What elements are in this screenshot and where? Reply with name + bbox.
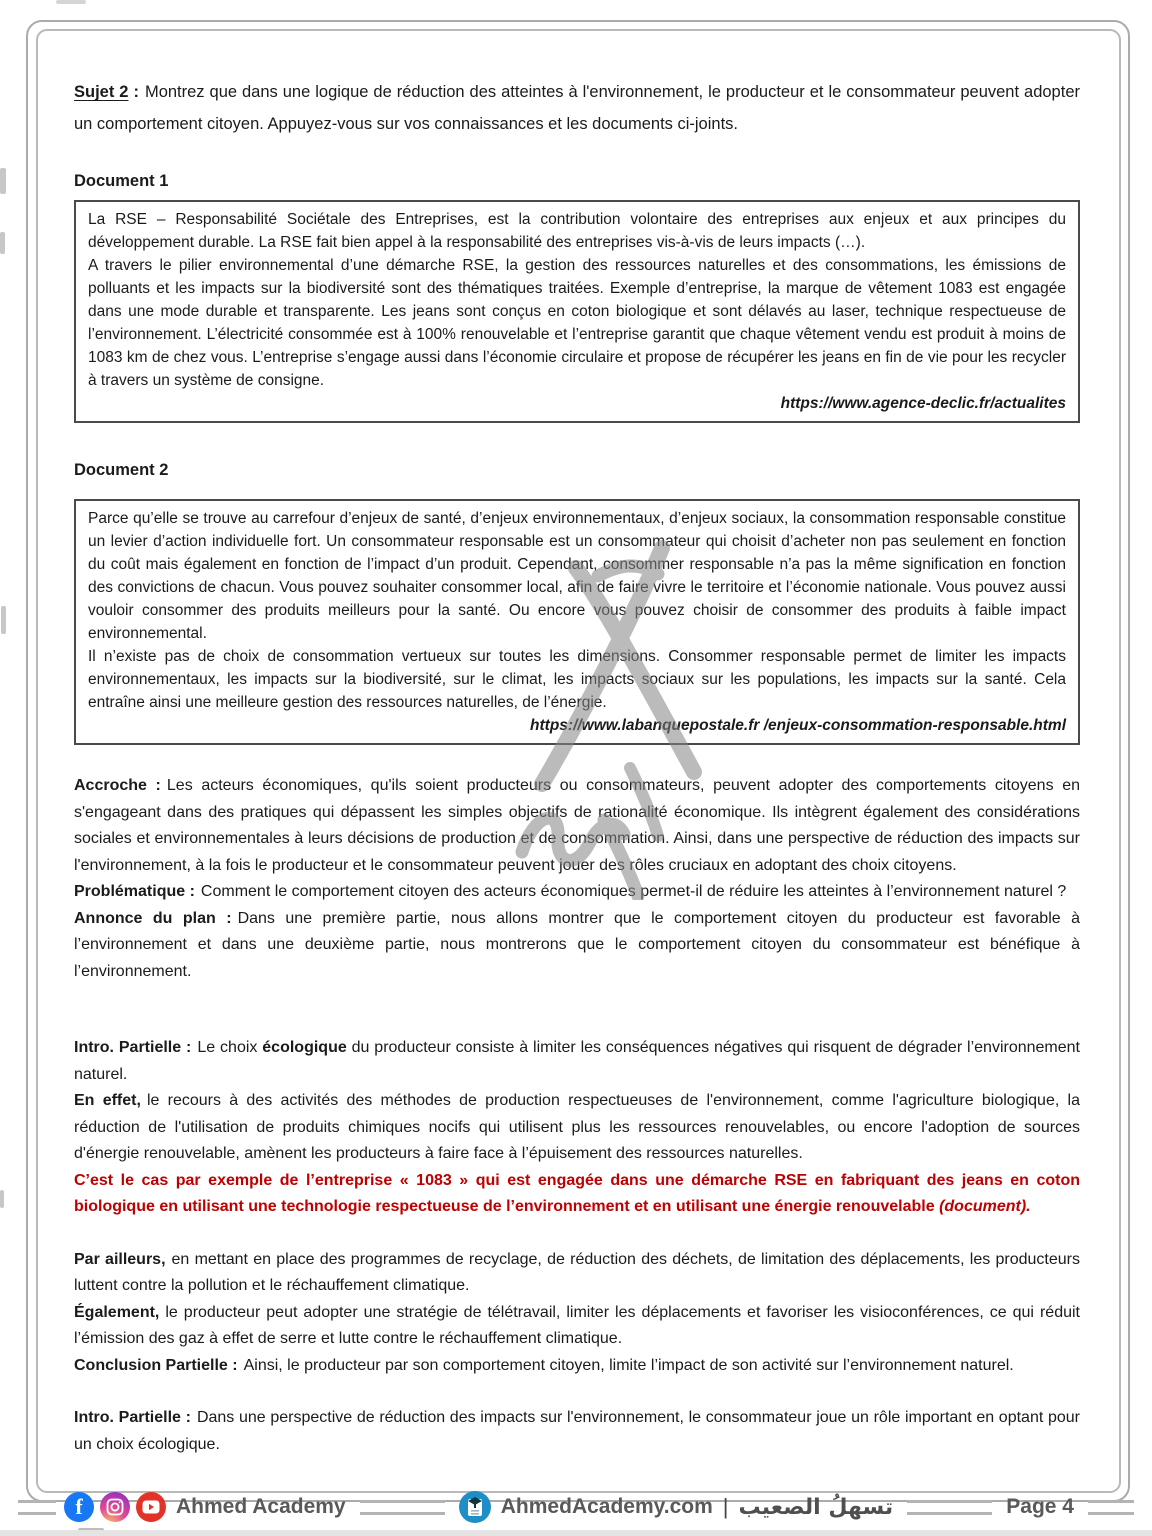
document-2-paragraph-2: Il n’existe pas de choix de consommation vertueux sur toutes les dimensions. Consommer responsable permet de limiter les impacts environnementaux, les impacts sur la biodiversité, sur le climat, les impacts sociaux sur les populations, les impacts sur la santé. Cela entraîne ainsi une meilleure gestion des ressources naturelles, de l’énergie. <box>88 648 1066 711</box>
en-effet-label: En effet, <box>74 1092 141 1109</box>
intro-partielle-1-post: du producteur consiste à limiter les conséquences négatives qui risquent de dégrader l’environnement naturel. <box>74 1039 1080 1083</box>
egalement-paragraph <box>74 1300 1080 1353</box>
document-1-paragraph-1: La RSE – Responsabilité Sociétale des Entreprises, est la contribution volontaire des entreprises aux enjeux et aux principes du développement durable. La RSE fait bien appel à la responsabilité des entreprises vis-à-vis de leurs impacts (…). <box>88 211 1066 251</box>
page-footer <box>18 1484 1134 1530</box>
accroche-text: Les acteurs économiques, qu'ils soient producteurs ou consommateurs, peuvent adopter des comportements citoyens en s'engageant dans des pratiques qui dépassent les simples objectifs de rationalité économique. Ils intègrent également des considérations sociales et environnementales à leurs décisions de production et de consommation. Ainsi, dans une perspective de réduction des impacts sur l'environnement, à la fois le producteur et le consommateur peuvent jouer des rôles cruciaux en adoptant des choix citoyens. <box>74 777 1080 874</box>
subject-text: Montrez que dans une logique de réduction des atteintes à l'environnement, le producteur et le consommateur peuvent adopter un comportement citoyen. Appuyez-vous sur vos connaissances et les documents ci-joints. <box>74 83 1080 133</box>
intro-partielle-1-paragraph <box>74 1035 1080 1088</box>
par-ailleurs-label: Par ailleurs, <box>74 1250 166 1268</box>
annonce-plan-text: Dans une première partie, nous allons montrer que le comportement citoyen du producteur est favorable à l’environnement et dans une deuxième partie, nous montrerons que le comportement citoyen du consommateur est bénéfique à l’environnement. <box>74 909 1081 980</box>
conclusion-partielle-label: Conclusion Partielle : <box>74 1356 238 1374</box>
separator-bar: | <box>722 1494 729 1519</box>
problematique-paragraph <box>74 879 1080 906</box>
youtube-icon[interactable] <box>136 1492 166 1522</box>
subject-paragraph <box>74 76 1080 140</box>
problematique-text: Comment le comportement citoyen des acteurs économiques permet-il de réduire les atteintes à l’environnement naturel ? <box>200 883 1067 900</box>
accroche-paragraph <box>74 773 1080 879</box>
intro-partielle-1-pre: Le choix <box>197 1039 263 1056</box>
par-ailleurs-text: en mettant en place des programmes de recyclage, de réduction des déchets, de limitation des déplacements, les producteurs luttent contre la pollution et le réchauffement climatique. <box>74 1250 1080 1294</box>
academy-logo-icon <box>459 1491 491 1523</box>
conclusion-partielle-text: Ainsi, le producteur par son comportement citoyen, limite l’impact de son activité sur l’environnement naturel. <box>243 1356 1014 1374</box>
document-1-paragraph-2: A travers le pilier environnemental d’une démarche RSE, la gestion des ressources naturelles et des consommations, les émissions de polluants et les impacts sur la biodiversité sont des thématiques traitées. Exemple d’entreprise, la marque de vêtement 1083 est engagée dans une mode durable et transparente. Les jeans sont conçus en coton biologique et sont délavés au laser, technique respectueuse de l’environnement. L’électricité consommée est à 100% renouvelable et l’entreprise garantit que chaque vêtement vendu est produit à moins de 1083 km de chez vous. L’entreprise s’engage aussi dans l’économie circulaire et propose de récupérer les jeans en fin de vie pour les recycler à travers un système de consigne. <box>88 257 1066 389</box>
egalement-label: Également, <box>74 1303 160 1321</box>
en-effet-paragraph <box>74 1088 1080 1168</box>
social-icons <box>64 1492 166 1522</box>
document-1-heading: Document 1 <box>74 172 169 190</box>
page-content <box>74 76 1080 1458</box>
problematique-label: Problématique : <box>74 883 195 900</box>
document-2-heading: Document 2 <box>74 461 169 479</box>
scan-artifact <box>0 168 6 194</box>
subject-label-text: Sujet 2 <box>74 83 129 101</box>
egalement-text: le producteur peut adopter une stratégie de télétravail, limiter les déplacements et favoriser les visioconférences, ce qui réduit l’émission des gaz à effet de serre et lutte contre le réchauffement climatique. <box>74 1303 1080 1347</box>
brand-name: Ahmed Academy <box>176 1495 346 1518</box>
document-2-box <box>74 499 1080 745</box>
exemple-rouge-paragraph <box>74 1168 1080 1221</box>
intro-partielle-1-bold-word: écologique <box>262 1039 347 1056</box>
accroche-label: Accroche : <box>74 777 161 794</box>
scan-shadow <box>0 1530 1152 1536</box>
site-url[interactable]: AhmedAcademy.com <box>500 1495 713 1518</box>
divider-line <box>18 1500 56 1515</box>
divider-line <box>360 1500 445 1515</box>
subject-label <box>74 83 139 101</box>
instagram-icon[interactable] <box>100 1492 130 1522</box>
subject-colon: : <box>128 83 139 101</box>
slogan-arabic: تسهلُ الصعيب <box>738 1494 894 1520</box>
annonce-plan-label: Annonce du plan : <box>74 909 232 927</box>
exemple-rouge-text: C’est le cas par exemple de l’entreprise « 1083 » qui est engagée dans une démarche RSE en fabriquant des jeans en coton biologique en utilisant une technologie respectueuse de l’environnement et en utilisant une énergie renouvelable <box>74 1171 1080 1215</box>
scan-artifact <box>0 1190 4 1208</box>
scan-artifact <box>0 232 5 254</box>
divider-line <box>1088 1500 1134 1515</box>
answer-section <box>74 773 1080 1458</box>
document-2-source <box>88 714 1066 737</box>
site-group <box>501 1494 893 1520</box>
scan-artifact <box>56 0 86 4</box>
facebook-icon[interactable]: f <box>64 1492 94 1522</box>
intro-partielle-2-label: Intro. Partielle : <box>74 1409 191 1426</box>
document-1-source-link[interactable]: https://www.agence-declic.fr/actualites <box>780 395 1066 412</box>
divider-line <box>907 1500 992 1515</box>
scan-artifact <box>1 606 6 634</box>
intro-partielle-2-text: Dans une perspective de réduction des impacts sur l'environnement, le consommateur joue un rôle important en optant pour un choix écologique. <box>74 1409 1080 1453</box>
document-2-paragraph-1: Parce qu’elle se trouve au carrefour d’enjeux de santé, d’enjeux environnementaux, d’enjeux sociaux, la consommation responsable constitue un levier d’action individuelle fort. Un consommateur responsable est un consommateur qui choisit d’acheter non pas seulement en fonction du coût mais également en fonction de l’impact d’un produit. Cependant, consommer responsable n’a pas la même signification en fonction des convictions de chacun. Vous pouvez souhaiter consommer local, afin de faire vivre le territoire et l’économie nationale. Vous pouvez aussi vouloir consommer des produits meilleurs pour la santé. Ou encore vous pouvez choisir de consommer des produits à faible impact environnemental. <box>88 510 1066 642</box>
page-number: Page 4 <box>1006 1495 1074 1518</box>
document-1-source <box>88 392 1066 415</box>
intro-partielle-2-paragraph <box>74 1405 1080 1458</box>
annonce-plan-paragraph <box>74 906 1080 986</box>
conclusion-partielle-paragraph <box>74 1353 1080 1380</box>
en-effet-text: le recours à des activités des méthodes de production respectueuses de l'environnement, comme l'agriculture biologique, la réduction de l'utilisation de produits chimiques nocifs qui utilisent plus les ressources renouvelables, ou encore l'adoption de sources d'énergie renouvelable, amènent les producteurs à faire face à l’épuisement des ressources naturelles. <box>74 1092 1080 1162</box>
exemple-rouge-italic: (document). <box>939 1198 1031 1215</box>
document-2-source-link[interactable]: https://www.labanquepostale.fr /enjeux-consommation-responsable.html <box>530 717 1066 734</box>
intro-partielle-1-label: Intro. Partielle : <box>74 1039 192 1056</box>
par-ailleurs-paragraph <box>74 1247 1080 1300</box>
document-1-box <box>74 200 1080 423</box>
